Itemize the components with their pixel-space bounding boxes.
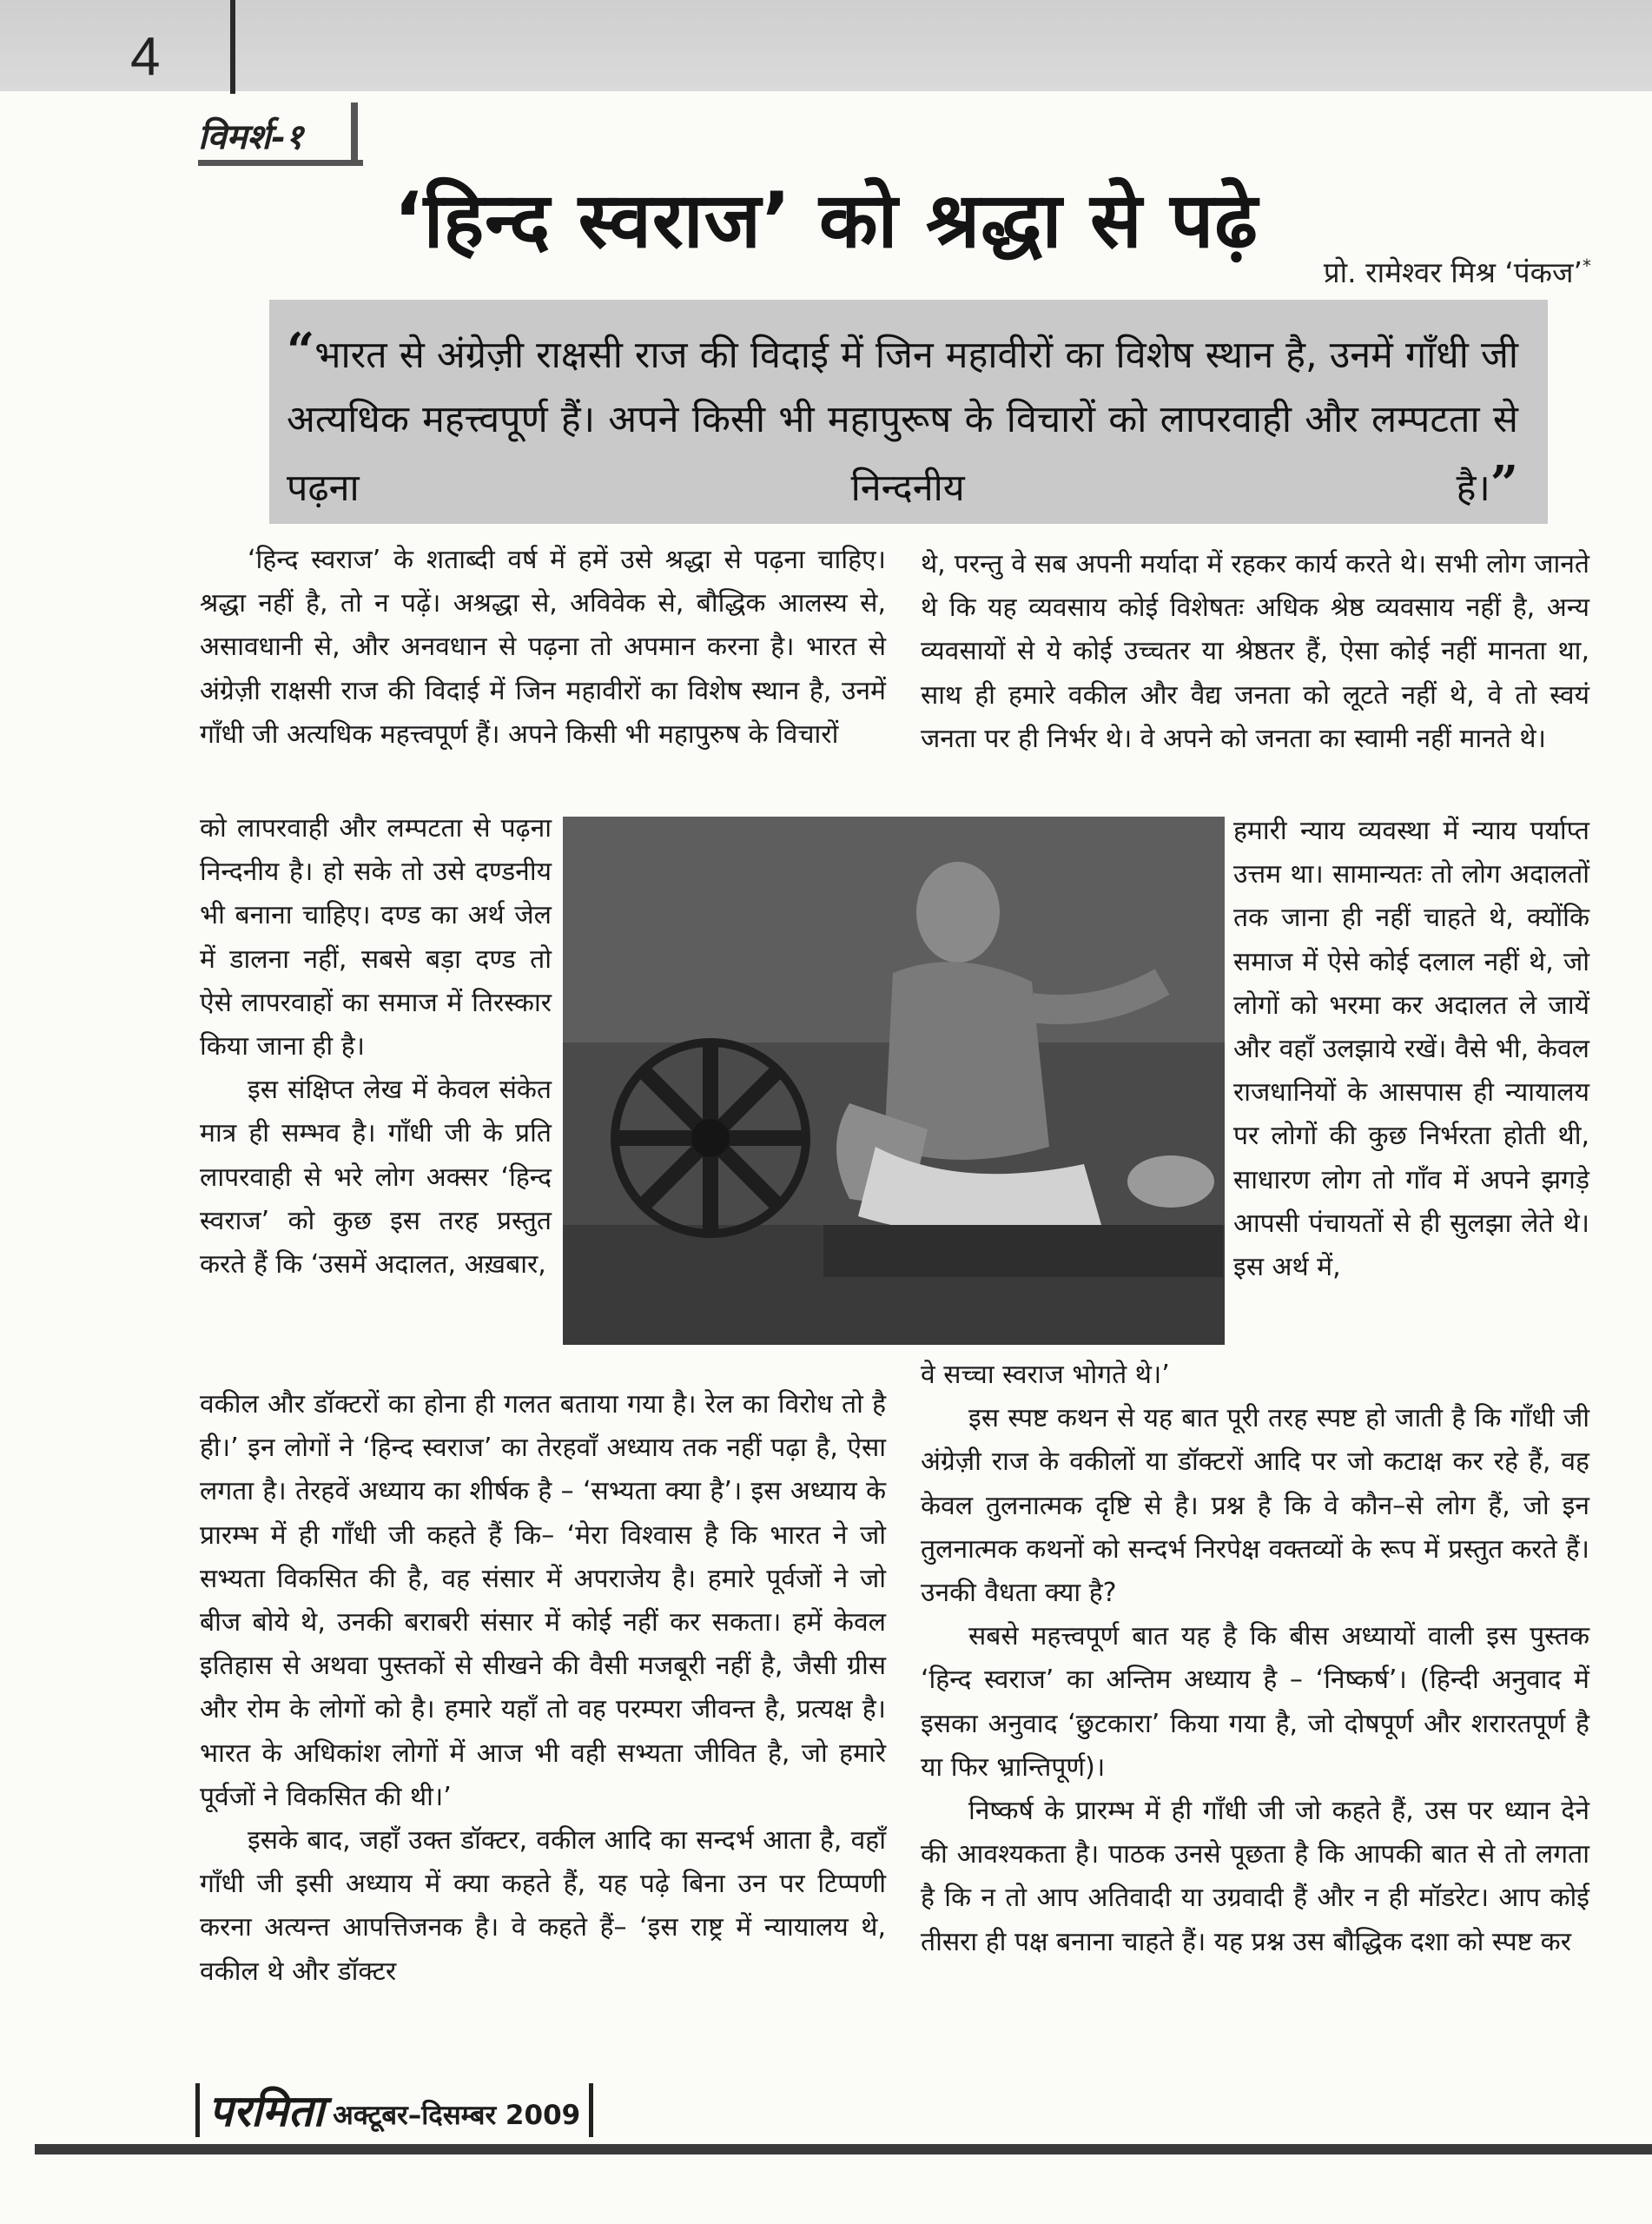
paragraph: वे सच्चा स्वराज भोगते थे।’ xyxy=(921,1360,1170,1390)
section-tag xyxy=(198,111,363,166)
paragraph: इस स्पष्ट कथन से यह बात पूरी तरह स्पष्ट हो जाती है कि गाँधी जी अंग्रेज़ी राज के वकीलों या डॉक्टरों आदि पर जो कटाक्ष कर रहे हैं, वह केवल तुलनात्मक दृष्टि से है। प्रश्न है कि वे कौन–से लोग हैं, जो इन तुलनात्मक कथनों को सन्दर्भ निरपेक्ष वक्तव्यों के रूप में प्रस्तुत करते हैं। उनकी वैधता क्या है? xyxy=(921,1403,1589,1609)
pull-quote-box xyxy=(269,300,1548,524)
top-header-band xyxy=(0,0,1652,91)
pull-quote-text: भारत से अंग्रेज़ी राक्षसी राज की विदाई में जिन महावीरों का विशेष स्थान है, उनमें गाँधी जी अत्यधिक महत्त्वपूर्ण हैं। अपने किसी भी महापुरूष के विचारों को लापरवाही और लम्पटता से पढ़ना निन्दनीय है। xyxy=(287,334,1518,510)
author-byline xyxy=(1324,252,1591,291)
author-name: प्रो. रामेश्वर मिश्र ‘पंकज’ xyxy=(1323,255,1583,289)
header-divider xyxy=(230,0,235,94)
author-footnote-mark: * xyxy=(1583,255,1591,276)
paragraph: वकील और डॉक्टरों का होना ही गलत बताया गया है। रेल का विरोध तो है ही।’ इन लोगों ने ‘हिन्द स्वराज’ का तेरहवाँ अध्याय तक नहीं पढ़ा है, ऐसा लगता है। तेरहवें अध्याय का शीर्षक है – ‘सभ्यता क्या है’। इस अध्याय के प्रारम्भ में ही गाँधी जी कहते हैं कि– ‘मेरा विश्वास है कि भारत ने जो सभ्यता विकसित की है, वह संसार में अपराजेय है। हमारे पूर्वजों ने जो बीज बोये थे, उनकी बराबरी संसार में कोई नहीं कर सकता। हमें केवल इतिहास से अथवा पुस्तकों से सीखने की वैसी मजबूरी नहीं है, जैसी ग्रीस और रोम के लोगों को है। हमारे यहाँ तो वह परम्परा जीवन्त है, प्रत्यक्ष है। भारत के अधिकांश लोगों में आज भी वही सभ्यता जीवित है, जो हमारे पूर्वजों ने विकसित की थी।’ xyxy=(200,1389,886,1812)
section-tag-label: विमर्श-१ xyxy=(198,116,304,157)
paragraph: इस संक्षिप्त लेख में केवल संकेत मात्र ही सम्भव है। गाँधी जी के प्रति लापरवाही से भरे लोग अक्सर ‘हिन्द स्वराज’ को कुछ इस तरह प्रस्तुत करते हैं कि ‘उसमें अदालत, अख़बार, xyxy=(200,1075,552,1281)
paragraph: को लापरवाही और लम्पटता से पढ़ना निन्दनीय है। हो सके तो उसे दण्डनीय भी बनाना चाहिए। दण्ड का अर्थ जेल में डालना नहीं, सबसे बड़ा दण्ड तो ऐसे लापरवाहों का समाज में तिरस्कार किया जाना ही है। xyxy=(200,813,552,1062)
paragraph: थे, परन्तु वे सब अपनी मर्यादा में रहकर कार्य करते थे। सभी लोग जानते थे कि यह व्यवसाय कोई विशेषतः अधिक श्रेष्ठ व्यवसाय नहीं है, अन्य व्यवसायों से ये कोई उच्चतर या श्रेष्ठतर हैं, ऐसा कोई नहीं मानता था, साथ ही हमारे वकील और वैद्य जनता को लूटते नहीं थे, वे तो स्वयं जनता पर ही निर्भर थे। वे अपने को जनता का स्वामी नहीं मानते थे। xyxy=(921,549,1589,754)
magazine-name: परमिता xyxy=(208,2085,325,2136)
issue-date: अक्टूबर–दिसम्बर 2009 xyxy=(333,2100,581,2131)
paragraph: ‘हिन्द स्वराज’ के शताब्दी वर्ष में हमें उसे श्रद्धा से पढ़ना चाहिए। श्रद्धा नहीं है, तो न पढ़ें। अश्रद्धा से, अविवेक से, बौद्धिक आलस्य से, असावधानी से, और अनवधान से पढ़ना तो अपमान करना है। भारत से अंग्रेज़ी राक्षसी राज की विदाई में जिन महावीरों का विशेष स्थान है, उनमें गाँधी जी अत्यधिक महत्त्वपूर्ण हैं। अपने किसी भी महापुरुष के विचारों xyxy=(200,545,886,750)
left-column-wrap xyxy=(200,807,552,1287)
paragraph: हमारी न्याय व्यवस्था में न्याय पर्याप्त उत्तम था। सामान्यतः तो लोग अदालतों तक जाना ही नहीं चाहते थे, क्योंकि समाज में ऐसे कोई दलाल नहीं थे, जो लोगों को भरमा कर अदालत ले जायें और वहाँ उलझाये रखें। वैसे भी, केवल राजधानियों के आसपास ही न्यायालय पर लोगों की कुछ निर्भरता होती थी, साधारण लोग तो गाँव में अपने झगड़े आपसी पंचायतों से ही सुलझा लेते थे। इस अर्थ में, xyxy=(1233,816,1589,1283)
page-footer xyxy=(195,2083,593,2137)
left-column-top xyxy=(200,539,886,757)
page-number: 4 xyxy=(130,27,161,87)
paragraph: निष्कर्ष के प्रारम्भ में ही गाँधी जी जो कहते हैं, उस पर ध्यान देने की आवश्यकता है। पाठक उनसे पूछता है कि आपकी बात से तो लगता है कि न तो आप अतिवादी या उग्रवादी हैं और न ही मॉडरेट। आप कोई तीसरा ही पक्ष बनाना चाहते हैं। यह प्रश्न उस बौद्धिक दशा को स्पष्ट कर xyxy=(921,1796,1589,1957)
right-column-wrap xyxy=(1233,810,1589,1289)
pull-quote xyxy=(287,319,1518,520)
right-column-top xyxy=(921,543,1589,761)
footer-rule xyxy=(35,2144,1652,2154)
gandhi-spinning-wheel-photo xyxy=(563,817,1225,1345)
right-column-bottom xyxy=(921,1354,1589,1964)
quote-close-mark: ” xyxy=(1490,455,1518,513)
left-column-bottom xyxy=(200,1383,886,1994)
quote-open-mark: “ xyxy=(287,322,315,380)
photo-illustration xyxy=(563,817,1225,1345)
paragraph: इसके बाद, जहाँ उक्त डॉक्टर, वकील आदि का सन्दर्भ आता है, वहाँ गाँधी जी इसी अध्याय में क्या कहते हैं, यह पढ़े बिना उन पर टिप्पणी करना अत्यन्त आपत्तिजनक है। वे कहते हैं– ‘इस राष्ट्र में न्यायालय थे, वकील थे और डॉक्टर xyxy=(200,1825,886,1987)
paragraph: सबसे महत्त्वपूर्ण बात यह है कि बीस अध्यायों वाली इस पुस्तक ‘हिन्द स्वराज’ का अन्तिम अध्याय है – ‘निष्कर्ष’। (हिन्दी अनुवाद में इसका अनुवाद ‘छुटकारा’ किया गया है, जो दोषपूर्ण और शरारतपूर्ण है या फिर भ्रान्तिपूर्ण)। xyxy=(921,1621,1589,1783)
article-title: ‘हिन्द स्वराज’ को श्रद्धा से पढ़े xyxy=(393,175,1259,265)
section-tag-bar xyxy=(351,103,358,163)
